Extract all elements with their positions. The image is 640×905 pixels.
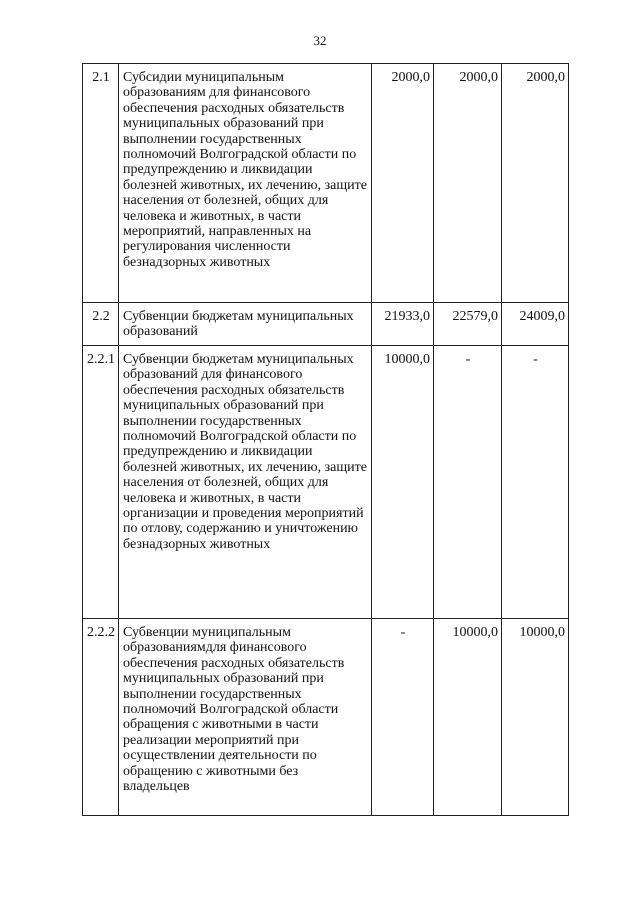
row-description: Субсидии муниципальным образованиям для финансового обеспечения расходных обязательств муниципальных образований при выполнении государственных полномочий Волгоградской области по предупреждению и ликвидации болезней животных, их лечению, защите населения от болезней, общих для человека и животных, в части мероприятий, направленных на регулирования численности безнадзорных животных [119,64,372,303]
table-row [83,619,569,816]
row-description: Субвенции муниципальным образованиямдля финансового обеспечения расходных обязательств муниципальных образований при выполнении государственных полномочий Волгоградской области обращения с животными в части реализации мероприятий при осуществлении деятельности по обращению с животными без владельцев [119,619,372,816]
row-description: Субвенции бюджетам муниципальных образований [119,303,372,346]
value-col-3: 10000,0 [502,619,569,816]
page-number: 32 [313,33,327,48]
value-col-3: 2000,0 [502,64,569,303]
value-col-2: - [434,346,502,619]
value-col-3: 24009,0 [502,303,569,346]
row-description: Субвенции бюджетам муниципальных образований для финансового обеспечения расходных обязательств муниципальных образований при выполнении государственных полномочий Волгоградской области по предупреждению и ликвидации болезней животных, их лечению, защите населения от болезней, общих для человека и животных, в части организации и проведения мероприятий по отлову, содержанию и уничтожению безнадзорных животных [119,346,372,619]
value-col-1: 10000,0 [372,346,434,619]
table-row [83,64,569,303]
row-number: 2.1 [83,64,119,303]
value-col-1: 21933,0 [372,303,434,346]
value-col-1: 2000,0 [372,64,434,303]
value-col-1: - [372,619,434,816]
table-row [83,346,569,619]
table-row [83,303,569,346]
row-number: 2.2 [83,303,119,346]
value-col-2: 2000,0 [434,64,502,303]
value-col-2: 22579,0 [434,303,502,346]
row-number: 2.2.2 [83,619,119,816]
value-col-2: 10000,0 [434,619,502,816]
row-number: 2.2.1 [83,346,119,619]
budget-table [82,63,569,816]
value-col-3: - [502,346,569,619]
